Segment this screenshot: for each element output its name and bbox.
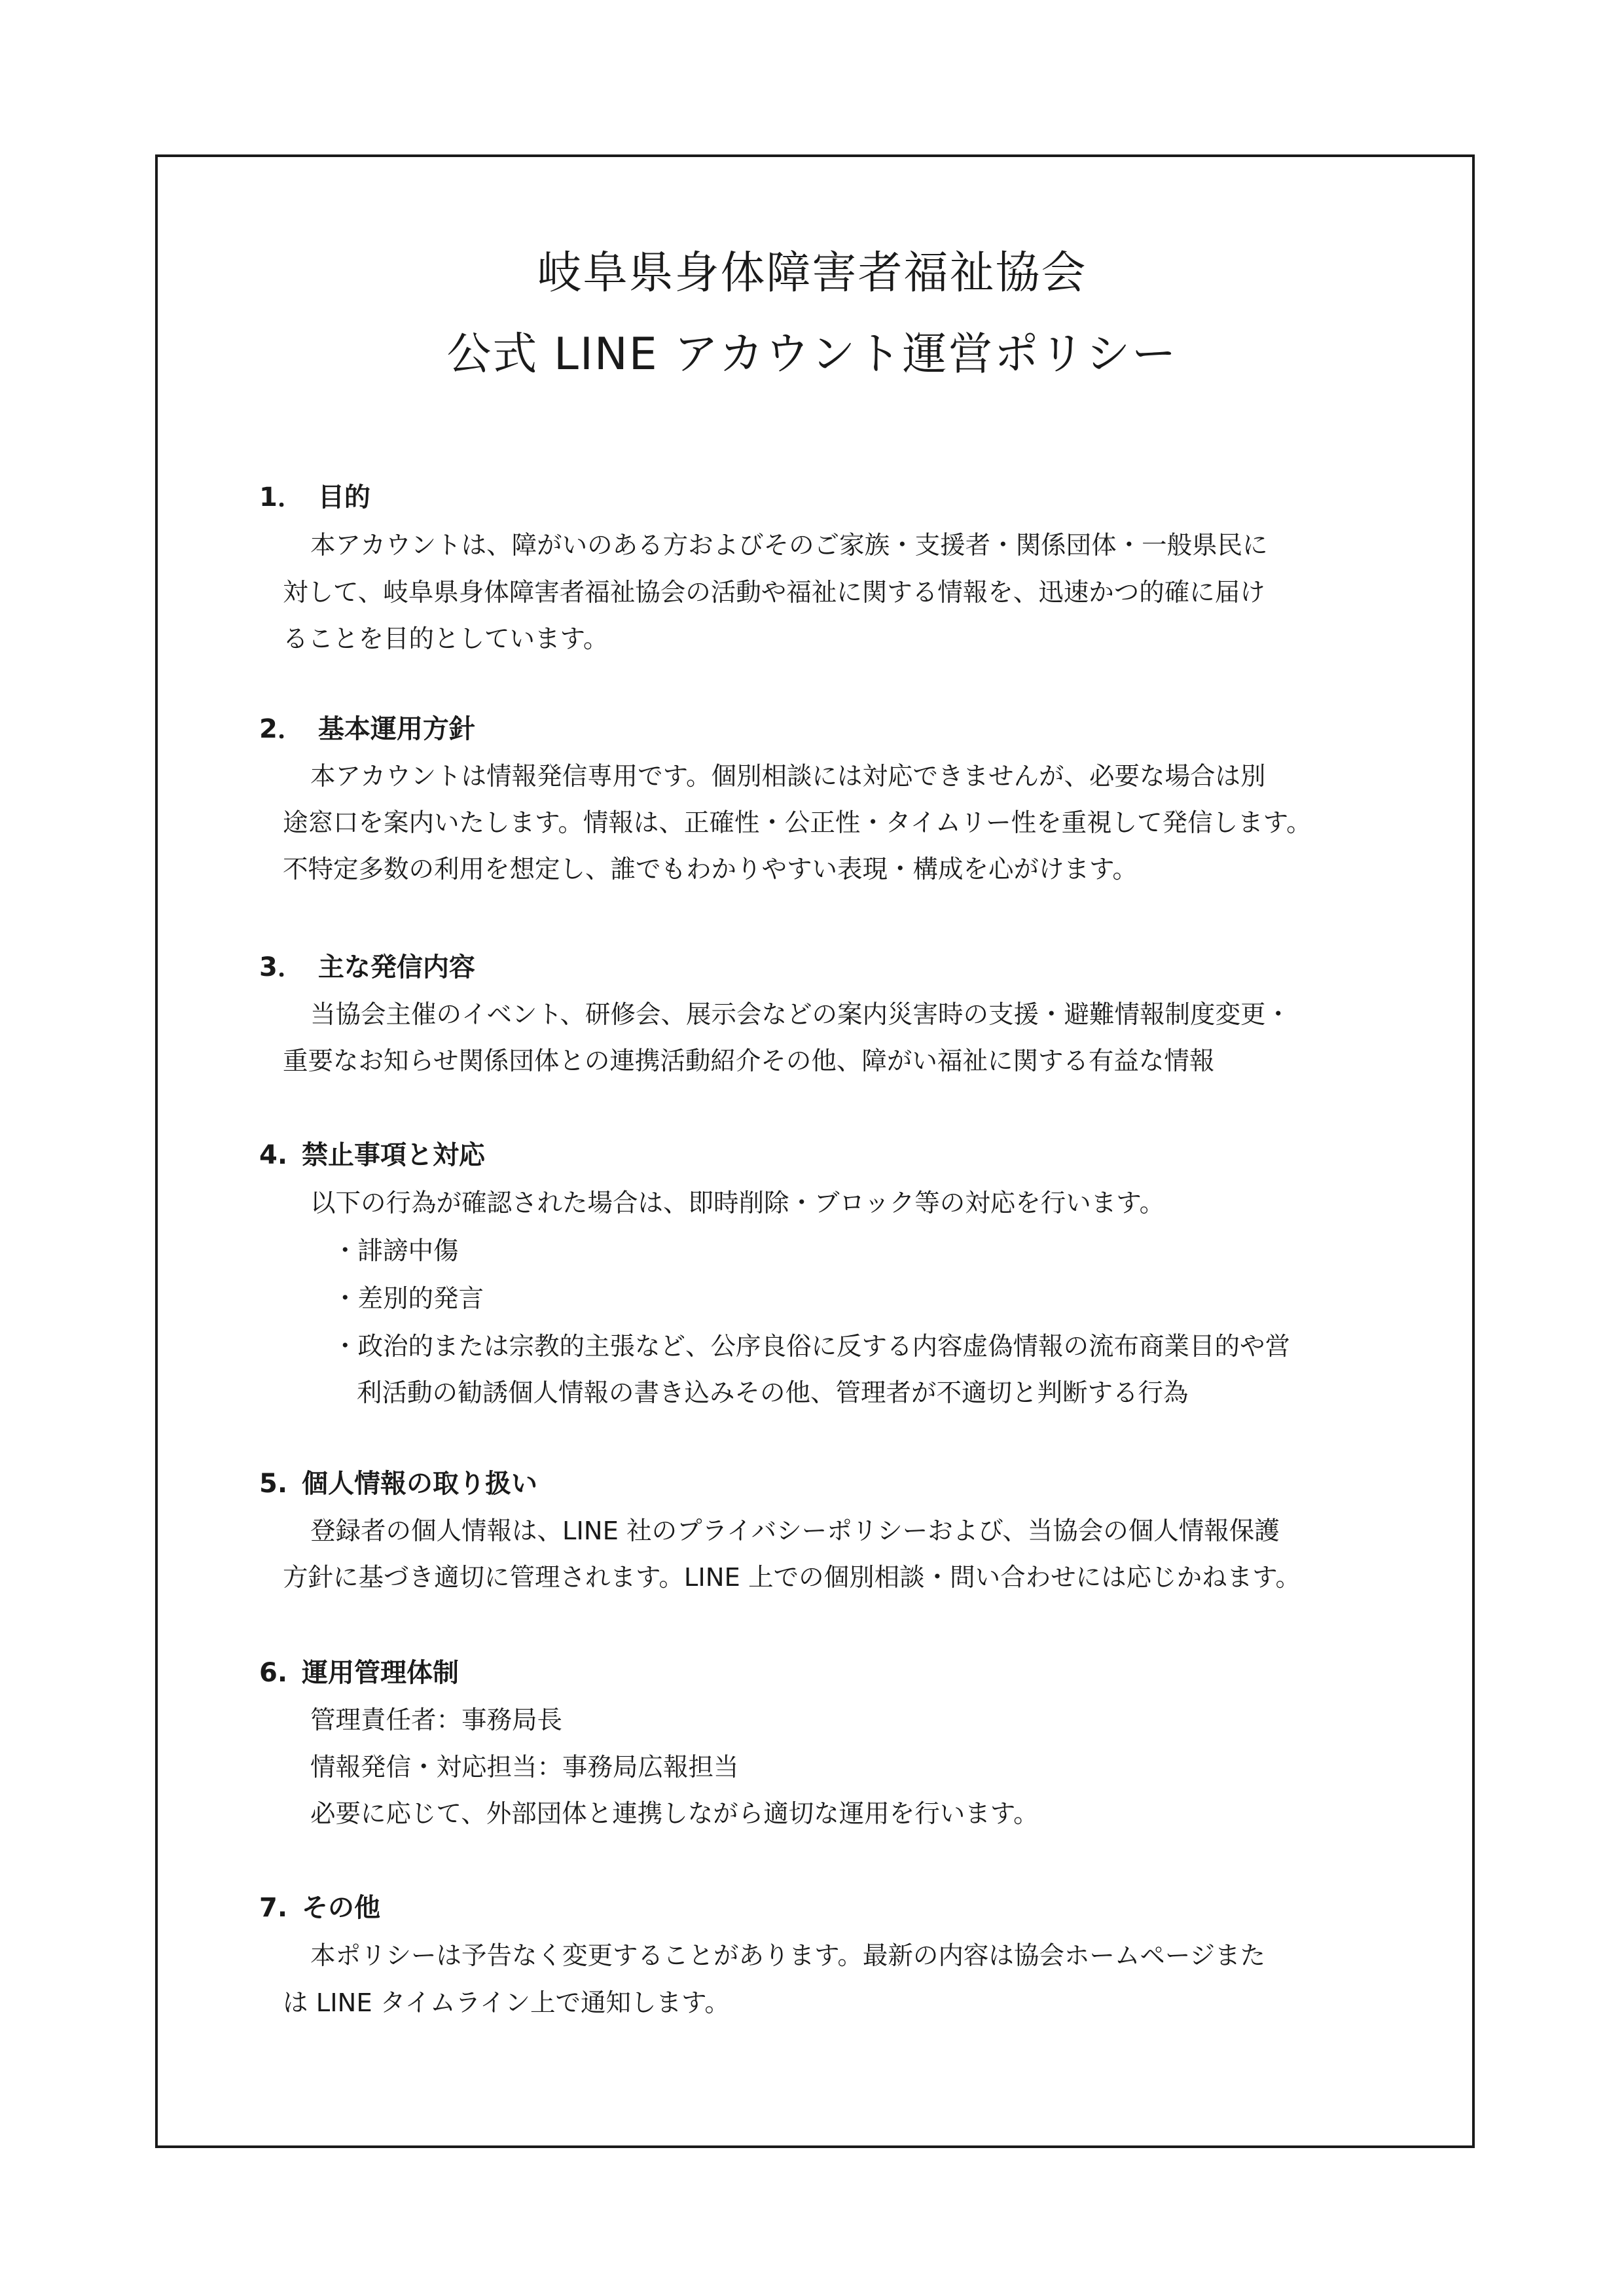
bullet-item-continuation: 利活動の勧誘個人情報の書き込みその他、管理者が不適切と判断する行為	[357, 1378, 1189, 1408]
section-title: 個人情報の取り扱い	[302, 1469, 538, 1499]
bullet-item: ・誹謗中傷	[333, 1236, 459, 1266]
section-1-text-line: 本アカウントは、障がいのある方およびそのご家族・支援者・関係団体・一般県民に	[310, 531, 1268, 560]
section-title: 運用管理体制	[302, 1658, 460, 1688]
bullet-item: ・差別的発言	[333, 1284, 484, 1314]
section-3-text-line: 当協会主催のイベント、研修会、展示会などの案内災害時の支援・避難情報制度変更・	[310, 1000, 1291, 1030]
section-7-text-line: は LINE タイムライン上で通知します。	[283, 1988, 730, 2018]
section-1-heading	[259, 484, 370, 511]
document-title-line2: 公式 LINE アカウント運営ポリシー	[446, 329, 1178, 380]
section-5-text-line: 登録者の個人情報は、LINE 社のプライバシーポリシーおよび、当協会の個人情報保護	[310, 1516, 1280, 1546]
section-6-heading	[259, 1660, 459, 1686]
section-title: 基本運用方針	[317, 714, 475, 744]
section-title: 主な発信内容	[317, 952, 475, 982]
section-5-heading	[259, 1471, 537, 1497]
section-title: 目的	[317, 482, 370, 512]
section-2-text-line: 本アカウントは情報発信専用です。個別相談には対応できませんが、必要な場合は別	[310, 762, 1266, 791]
section-2-text-line: 途窓口を案内いたします。情報は、正確性・公正性・タイムリー性を重視して発信します。	[283, 808, 1312, 838]
section-title: 禁止事項と対応	[302, 1140, 486, 1170]
section-number: 5.	[259, 1469, 288, 1499]
section-5-text-line: 方針に基づき適切に管理されます。LINE 上での個別相談・問い合わせには応じかねます。	[283, 1563, 1301, 1592]
section-number: 2．	[259, 714, 304, 744]
section-6-text-line: 管理責任者：事務局長	[310, 1706, 563, 1735]
section-7-text-line: 本ポリシーは予告なく変更することがあります。最新の内容は協会ホームページまた	[310, 1941, 1266, 1971]
section-title: その他	[302, 1893, 381, 1923]
document-title-line1: 岐阜県身体障害者福祉協会	[537, 247, 1087, 299]
section-number: 6.	[259, 1658, 288, 1688]
bullet-item: ・政治的または宗教的主張など、公序良俗に反する内容虚偽情報の流布商業目的や営	[333, 1332, 1291, 1361]
section-6-text-line: 情報発信・対応担当：事務局広報担当	[310, 1753, 739, 1782]
section-6-text-line: 必要に応じて、外部団体と連携しながら適切な運用を行います。	[310, 1799, 1039, 1829]
section-number: 3．	[259, 952, 304, 982]
section-7-heading	[259, 1895, 380, 1921]
section-number: 4.	[259, 1140, 288, 1170]
section-3-text-line: 重要なお知らせ関係団体との連携活動紹介その他、障がい福祉に関する有益な情報	[283, 1047, 1215, 1076]
section-4-heading	[259, 1142, 485, 1168]
section-3-heading	[259, 954, 475, 980]
section-number: 7.	[259, 1893, 288, 1923]
section-2-text-line: 不特定多数の利用を想定し、誰でもわかりやすい表現・構成を心がけます。	[283, 855, 1138, 884]
section-2-heading	[259, 716, 475, 742]
section-4-intro: 以下の行為が確認された場合は、即時削除・ブロック等の対応を行います。	[310, 1189, 1165, 1218]
section-1-text-line: ることを目的としています。	[283, 624, 609, 654]
section-1-text-line: 対して、岐阜県身体障害者福祉協会の活動や福祉に関する情報を、迅速かつ的確に届け	[283, 578, 1265, 607]
section-number: 1．	[259, 482, 304, 512]
